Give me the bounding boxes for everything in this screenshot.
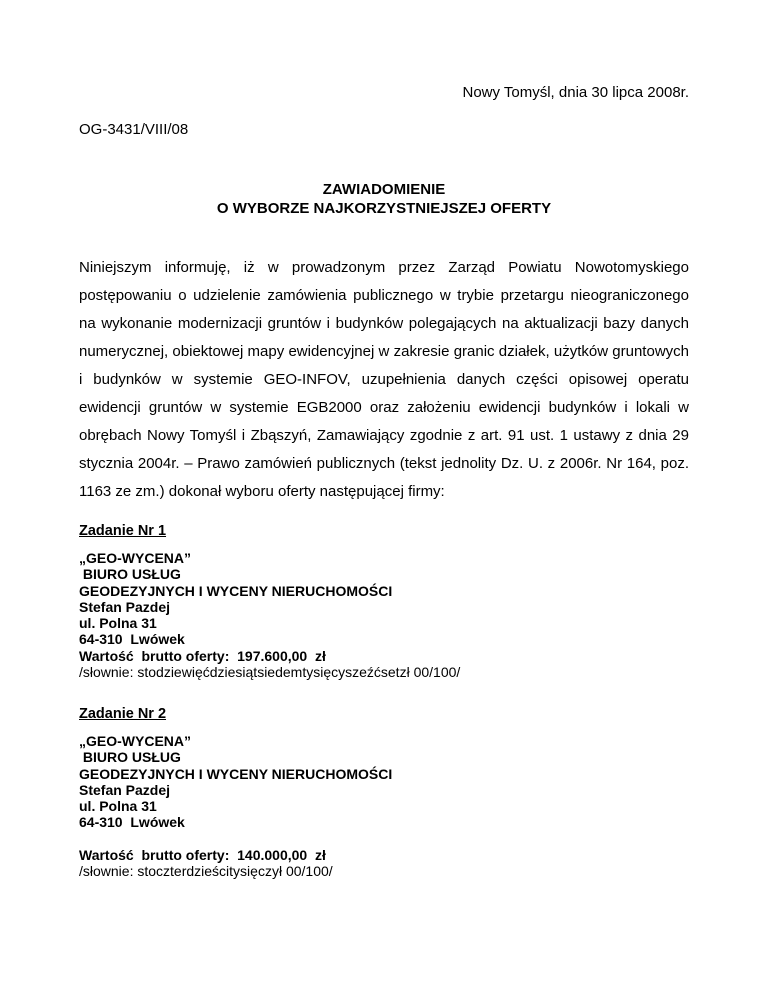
tender-section-1 xyxy=(79,522,689,680)
company-street: ul. Polna 31 xyxy=(79,798,157,815)
company-owner: Stefan Pazdej xyxy=(79,781,171,798)
company-office: BIURO USŁUG xyxy=(79,749,181,766)
tender-heading: Zadanie Nr 1 xyxy=(79,523,167,539)
company-office: BIURO USŁUG xyxy=(79,566,181,583)
company-description: GEODEZYJNYCH I WYCENY NIERUCHOMOŚCI xyxy=(79,765,393,782)
spacer xyxy=(79,831,689,847)
tender-section-2 xyxy=(79,705,689,879)
title-line-2: O WYBORZE NAJKORZYSTNIEJSZEJ OFERTY xyxy=(216,200,552,217)
title-line-1: ZAWIADOMIENIE xyxy=(322,181,446,198)
document-title xyxy=(79,180,689,218)
company-name: „GEO-WYCENA” xyxy=(79,550,191,566)
company-description: GEODEZYJNYCH I WYCENY NIERUCHOMOŚCI xyxy=(79,582,393,599)
notice-paragraph: Niniejszym informuję, iż w prowadzonym przez Zarząd Powiatu Nowotomyskiego postępowaniu o udzielenie zamówienia publicznego w trybie przetargu nieograniczonego na wykonanie modernizacji gruntów i budynków polegających na aktualizacji bazy danych numerycznej, obiektowej mapy ewidencyjnej w zakresie granic działek, użytków gruntowych i budynków w systemie GEO-INFOV, uzupełnienia danych części opisowej operatu ewidencji gruntów w systemie EGB2000 oraz założeniu ewidencji budynków i lokali w obrębach Nowy Tomyśl i Zbąszyń, Zamawiający zgodnie z art. 91 ust. 1 ustawy z dnia 29 stycznia 2004r. – Prawo zamówień publicznych (tekst jednolity Dz. U. z 2006r. Nr 164, poz. 1163 ze zm.) dokonał wyboru oferty następującej firmy: xyxy=(79,259,689,500)
tender-heading: Zadanie Nr 2 xyxy=(79,706,167,722)
company-owner: Stefan Pazdej xyxy=(79,598,171,615)
offer-value-in-words: /słownie: stodziewięćdziesiątsiedemtysięcyszeźćsetzł 00/100/ xyxy=(79,664,461,681)
company-city: 64-310 Lwówek xyxy=(79,814,185,831)
reference-number: OG-3431/VIII/08 xyxy=(79,121,189,138)
place-and-date: Nowy Tomyśl, dnia 30 lipca 2008r. xyxy=(462,84,689,101)
offer-value: Wartość brutto oferty: 140.000,00 zł xyxy=(79,846,326,863)
company-city: 64-310 Lwówek xyxy=(79,631,185,648)
offer-value-in-words: /słownie: stoczterdzieścitysięczył 00/100/ xyxy=(79,863,333,880)
offer-value: Wartość brutto oferty: 197.600,00 zł xyxy=(79,647,326,664)
company-street: ul. Polna 31 xyxy=(79,615,157,632)
company-name: „GEO-WYCENA” xyxy=(79,733,191,749)
